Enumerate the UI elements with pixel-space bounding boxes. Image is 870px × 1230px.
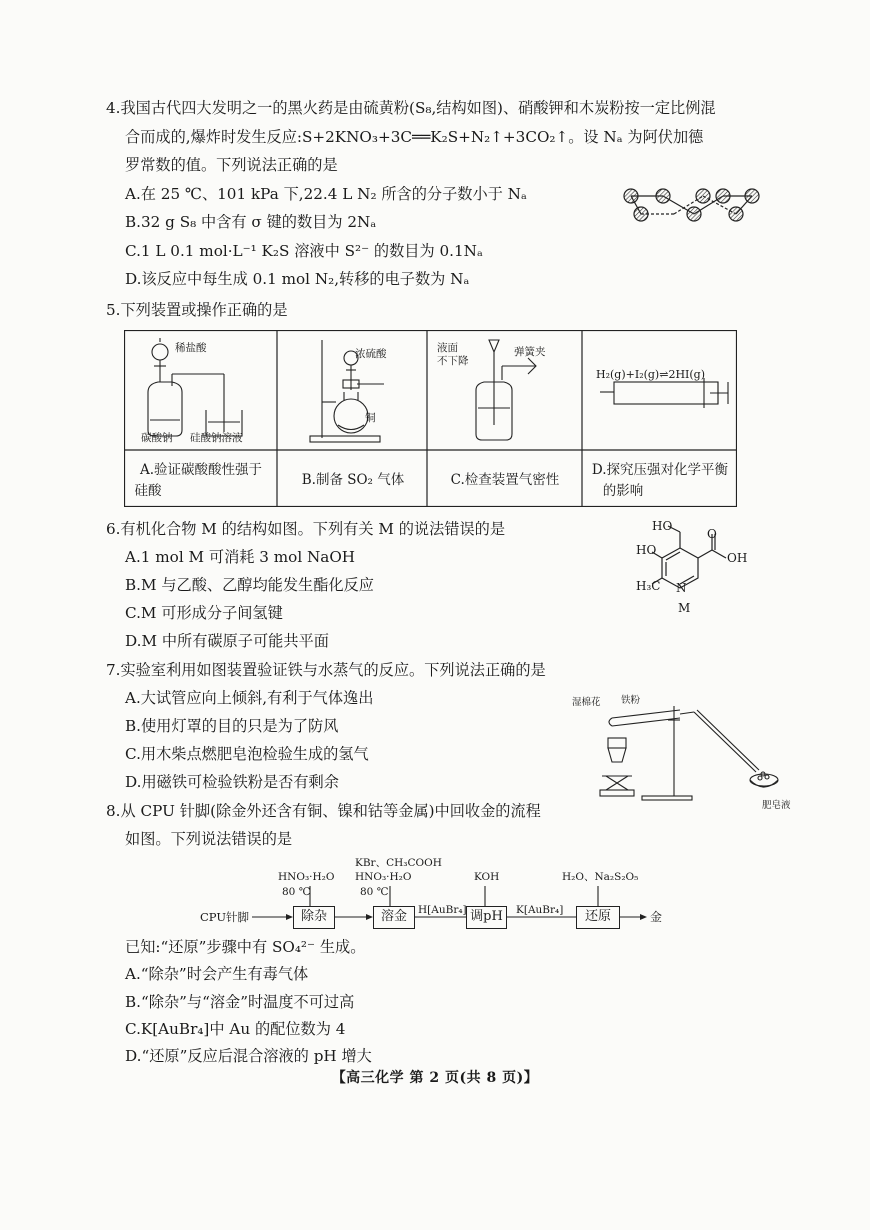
q4-option-c: C.1 L 0.1 mol·L⁻¹ K₂S 溶液中 S²⁻ 的数目为 0.1Nₐ: [125, 242, 483, 260]
q8-option-a: A.“除杂”时会产生有毒气体: [125, 965, 309, 983]
q5-caption-d2: 的影响: [602, 483, 644, 499]
label-sodium-silicate: 硅酸钠溶液: [190, 432, 243, 444]
q5-caption-c: C.检查装置气密性: [450, 472, 560, 488]
q6-stem: 6.有机化合物 M 的结构如图。下列有关 M 的说法错误的是: [106, 520, 506, 538]
q8-option-b: B.“除杂”与“溶金”时温度不可过高: [125, 993, 355, 1011]
flow-reagent-3: KOH: [474, 871, 500, 883]
flow-start: CPU针脚: [200, 910, 250, 924]
q5-caption-a1: A.验证碳酸酸性强于: [139, 462, 263, 478]
flow-intermediate-1: H[AuBr₄]: [418, 904, 467, 916]
q8-option-d: D.“还原”反应后混合溶液的 pH 增大: [125, 1047, 372, 1065]
apparatus-d: [600, 378, 728, 408]
m-label-o: O: [707, 527, 717, 541]
s8-structure-figure: [618, 186, 768, 228]
q6-option-b: B.M 与乙酸、乙醇均能发生酯化反应: [125, 576, 374, 594]
flow-reagent-2a: KBr、CH₃COOH: [355, 857, 442, 869]
label-wet-cotton: 湿棉花: [572, 697, 601, 708]
flow-end: 金: [650, 910, 663, 924]
q5-stem: 5.下列装置或操作正确的是: [106, 301, 288, 319]
flow-intermediate-2: K[AuBr₄]: [516, 904, 564, 916]
flow-reagent-2b: HNO₃·H₂O: [355, 871, 412, 883]
q8-stem-line1: 8.从 CPU 针脚(除金外还含有铜、镍和钴等金属)中回收金的流程: [106, 802, 541, 820]
q8-option-c: C.K[AuBr₄]中 Au 的配位数为 4: [125, 1020, 346, 1038]
iron-steam-apparatus: [582, 698, 782, 802]
q4-stem-line3: 罗常数的值。下列说法正确的是: [125, 156, 338, 174]
label-iron-powder: 铁粉: [621, 695, 641, 706]
q6-option-d: D.M 中所有碳原子可能共平面: [125, 632, 329, 650]
m-label-ho-left: HO: [636, 543, 657, 557]
flow-reagent-1b: 80 ℃: [282, 886, 311, 898]
q8-stem-line2: 如图。下列说法错误的是: [125, 830, 293, 848]
label-liquid-level: 液面: [437, 342, 458, 354]
q7-stem: 7.实验室利用如图装置验证铁与水蒸气的反应。下列说法正确的是: [106, 661, 546, 679]
flow-step-dissolve-gold: 溶金: [373, 906, 415, 929]
flow-reagent-1a: HNO₃·H₂O: [278, 871, 335, 883]
q6-option-c: C.M 可形成分子间氢键: [125, 604, 283, 622]
q4-option-b: B.32 g S₈ 中含有 σ 键的数目为 2Nₐ: [125, 213, 377, 231]
m-label-ch3: H₃C: [636, 579, 661, 593]
q4-option-a: A.在 25 ℃、101 kPa 下,22.4 L N₂ 所含的分子数小于 Nₐ: [125, 185, 527, 203]
m-label-ho-top: HO: [652, 519, 673, 533]
page-footer: 【高三化学 第 2 页(共 8 页)】: [331, 1070, 539, 1086]
q4-stem-line1: 4.我国古代四大发明之一的黑火药是由硫黄粉(S₈,结构如图)、硝酸钾和木炭粉按一定比例混: [106, 99, 716, 117]
q7-option-c: C.用木柴点燃肥皂泡检验生成的氢气: [125, 745, 369, 763]
m-label-oh: OH: [727, 551, 748, 565]
flow-step-adjust-ph: 调pH: [466, 906, 507, 929]
m-label-n: N: [676, 581, 687, 595]
q6-option-a: A.1 mol M 可消耗 3 mol NaOH: [125, 548, 356, 566]
label-dilute-hcl: 稀盐酸: [175, 342, 207, 354]
q7-option-b: B.使用灯罩的目的只是为了防风: [125, 717, 339, 735]
q5-caption-a2: 硅酸: [134, 483, 162, 499]
label-conc-h2so4: 浓硫酸: [355, 348, 387, 360]
q5-caption-b: B.制备 SO₂ 气体: [301, 472, 405, 488]
q7-option-a: A.大试管应向上倾斜,有利于气体逸出: [125, 689, 374, 707]
flow-reagent-2c: 80 ℃: [360, 886, 389, 898]
label-soap-solution: 肥皂液: [762, 800, 791, 811]
label-sodium-carbonate: 碳酸钠: [141, 432, 173, 444]
q8-known: 已知:“还原”步骤中有 SO₄²⁻ 生成。: [125, 938, 366, 956]
label-equilibrium-eq: H₂(g)+I₂(g)⇌2HI(g): [596, 368, 706, 381]
flow-step-impurity-removal: 除杂: [293, 906, 335, 929]
label-copper: 铜: [365, 412, 376, 424]
flow-reagent-4: H₂O、Na₂S₂O₅: [562, 871, 639, 883]
q5-caption-d1: D.探究压强对化学平衡: [591, 462, 729, 478]
m-label-name: M: [678, 601, 691, 615]
q4-option-d: D.该反应中每生成 0.1 mol N₂,转移的电子数为 Nₐ: [125, 270, 470, 288]
flow-step-reduce: 还原: [576, 906, 620, 929]
label-spring-clamp: 弹簧夹: [514, 346, 546, 358]
q7-option-d: D.用磁铁可检验铁粉是否有剩余: [125, 773, 339, 791]
q4-stem-line2: 合而成的,爆炸时发生反应:S+2KNO₃+3C══K₂S+N₂↑+3CO₂↑。设 Nₐ 为阿伏加德: [125, 128, 704, 146]
label-not-fall: 不下降: [437, 355, 469, 367]
